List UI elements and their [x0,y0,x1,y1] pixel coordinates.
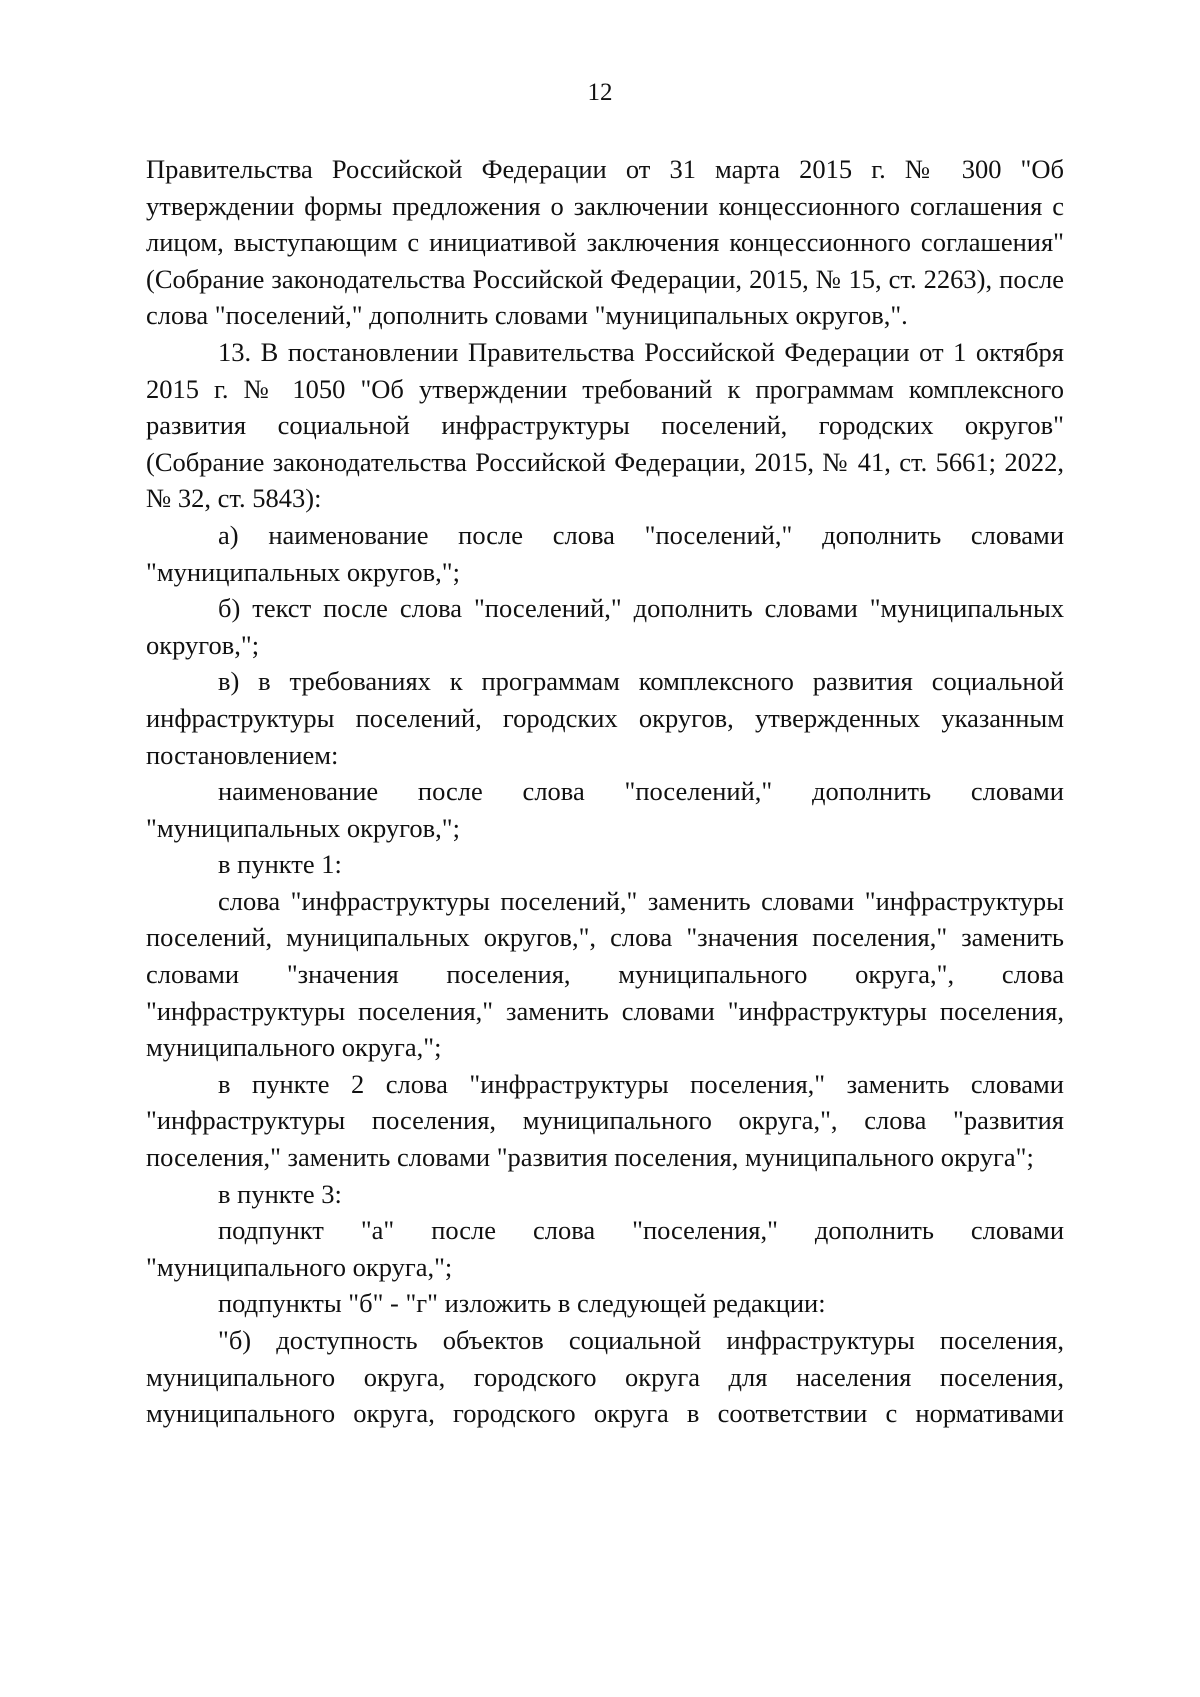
document-body [146,151,1064,1432]
paragraph-point-1-words: слова "инфраструктуры поселений," заменить словами "инфраструктуры поселений, муниципальных округов,", слова "значения поселения," заменить словами "значения поселения, муниципального округа,", слова "инфраструктуры поселения," заменить словами "инфраструктуры поселения, муниципального округа,"; [146,885,1064,1063]
paragraph-new-subpoint-b: "б) доступность объектов социальной инфраструктуры поселения, муниципального округа, городского округа для населения поселения, муниципального округа, городского округа в соответствии с нормативами [146,1325,1064,1429]
paragraph-subitem-b: б) текст после слова "поселений," дополнить словами "муниципальных округов,"; [146,593,1064,660]
paragraph-subpoints-b-g: подпункты "б" - "г" изложить в следующей редакции: [218,1288,826,1319]
paragraph-point-2: в пункте 2 слова "инфраструктуры поселения," заменить словами "инфраструктуры поселения, муниципального округа,", слова "развития поселения," заменить словами "развития поселения, муниципального округа"; [146,1068,1064,1173]
paragraph-subpoint-a: подпункт "а" после слова "поселения," дополнить словами "муниципального округа,"; [146,1215,1064,1282]
paragraph-point-3-heading: в пункте 3: [218,1178,342,1209]
paragraph-subitem-a: а) наименование после слова "поселений," дополнить словами "муниципальных округов,"; [146,519,1064,587]
paragraph-title-amendment: наименование после слова "поселений," дополнить словами "муниципальных округов,"; [146,776,1064,843]
paragraph-intro-continuation: Правительства Российской Федерации от 31 марта 2015 г. № 300 "Об утверждении формы предложения о заключении концессионного соглашения с лицом, выступающим с инициативой заключения концессионного соглашения" (Собрание законодательства Российской Федерации, 2015, № 15, ст. 2263), после слова "поселений," дополнить словами "муниципальных округов,". [146,154,1064,331]
paragraph-point-1-heading: в пункте 1: [218,849,342,880]
page-number: 12 [587,79,613,106]
paragraph-subitem-v: в) в требованиях к программам комплексного развития социальной инфраструктуры поселений, городских округов, утвержденных указанным постановлением: [146,666,1064,770]
paragraph-item-13: 13. В постановлении Правительства Российской Федерации от 1 октября 2015 г. № 1050 "Об утверждении требований к программам комплексного развития социальной инфраструктуры поселений, городских округов" (Собрание законодательства Российской Федерации, 2015, № 41, ст. 5661; 2022, № 32, ст. 5843): [146,336,1064,514]
